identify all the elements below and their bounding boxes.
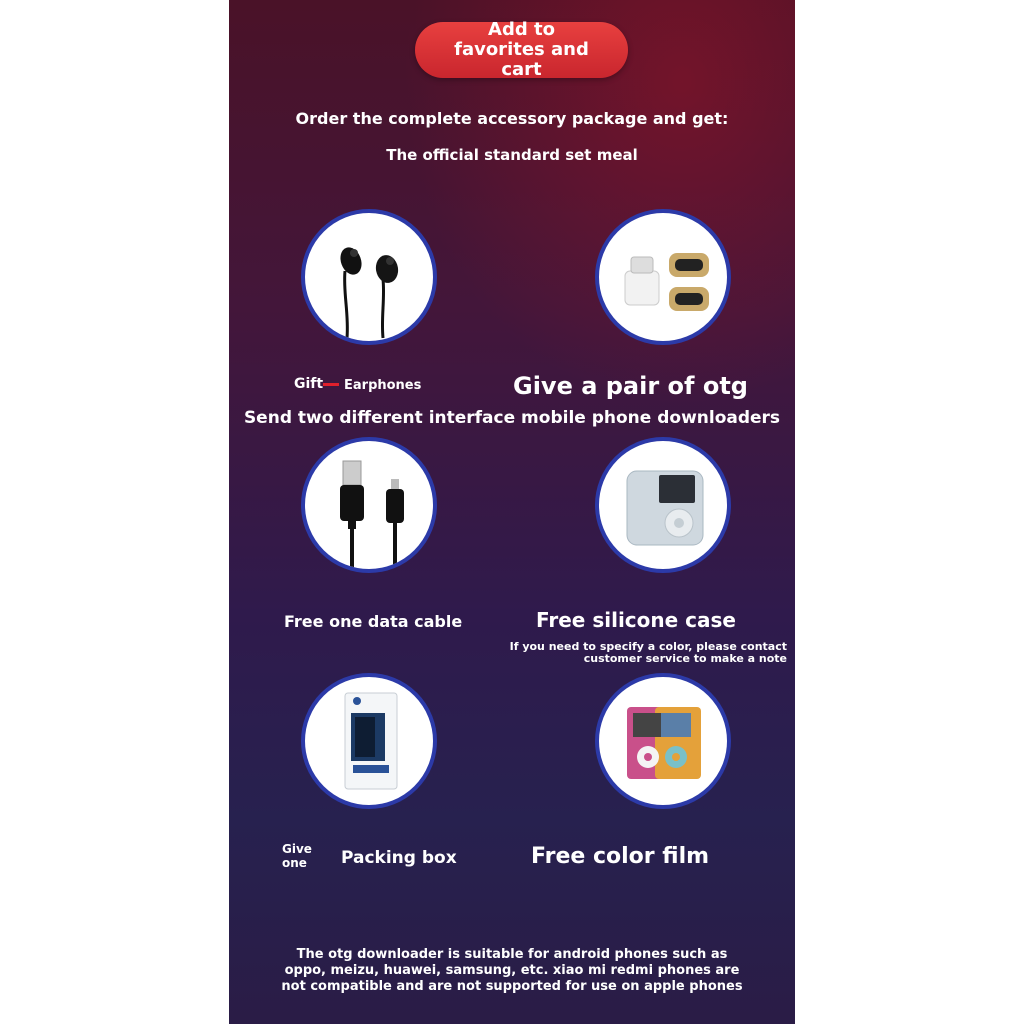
give-label-1: Give: [282, 842, 312, 856]
promo-poster: [229, 0, 795, 1024]
give-label-2: one: [282, 856, 307, 870]
gift-label: Gift: [294, 376, 324, 392]
color-film-label: Free color film: [531, 844, 710, 869]
otg-adapter-icon: [599, 213, 727, 341]
packing-box-image: [301, 673, 437, 809]
packing-box-icon: [305, 677, 433, 805]
data-cable-image: [301, 437, 437, 573]
silicone-case-icon: [599, 441, 727, 569]
silicone-case-image: [595, 437, 731, 573]
footer-line-3: not compatible and are not supported for use on apple phones: [281, 979, 743, 994]
data-cable-label: Free one data cable: [284, 612, 463, 631]
packing-box-label: Packing box: [341, 848, 457, 868]
earphones-label: Earphones: [344, 378, 422, 393]
otg-adapter-image: [595, 209, 731, 345]
silicone-case-note-2: customer service to make a note: [583, 652, 787, 665]
color-film-image: [595, 673, 731, 809]
package-subhead: The official standard set meal: [386, 146, 638, 164]
usb-cable-icon: [305, 441, 433, 569]
earphones-image: [301, 209, 437, 345]
cta-label: Add to favorites and cart: [454, 19, 589, 80]
otg-label: Give a pair of otg: [513, 372, 748, 400]
footer-line-2: oppo, meizu, huawei, samsung, etc. xiao mi redmi phones are: [284, 963, 740, 978]
package-headline: Order the complete accessory package and get:: [295, 109, 729, 128]
color-film-icon: [599, 677, 727, 805]
divider-mark: [323, 383, 339, 386]
add-to-favorites-cart-button[interactable]: [415, 19, 628, 80]
silicone-case-label: Free silicone case: [536, 608, 736, 632]
footer-line-1: The otg downloader is suitable for android phones such as: [296, 947, 728, 962]
earphones-icon: [305, 213, 433, 341]
silicone-case-note-1: If you need to specify a color, please contact: [509, 640, 787, 653]
downloaders-note: Send two different interface mobile phone downloaders: [243, 408, 781, 428]
